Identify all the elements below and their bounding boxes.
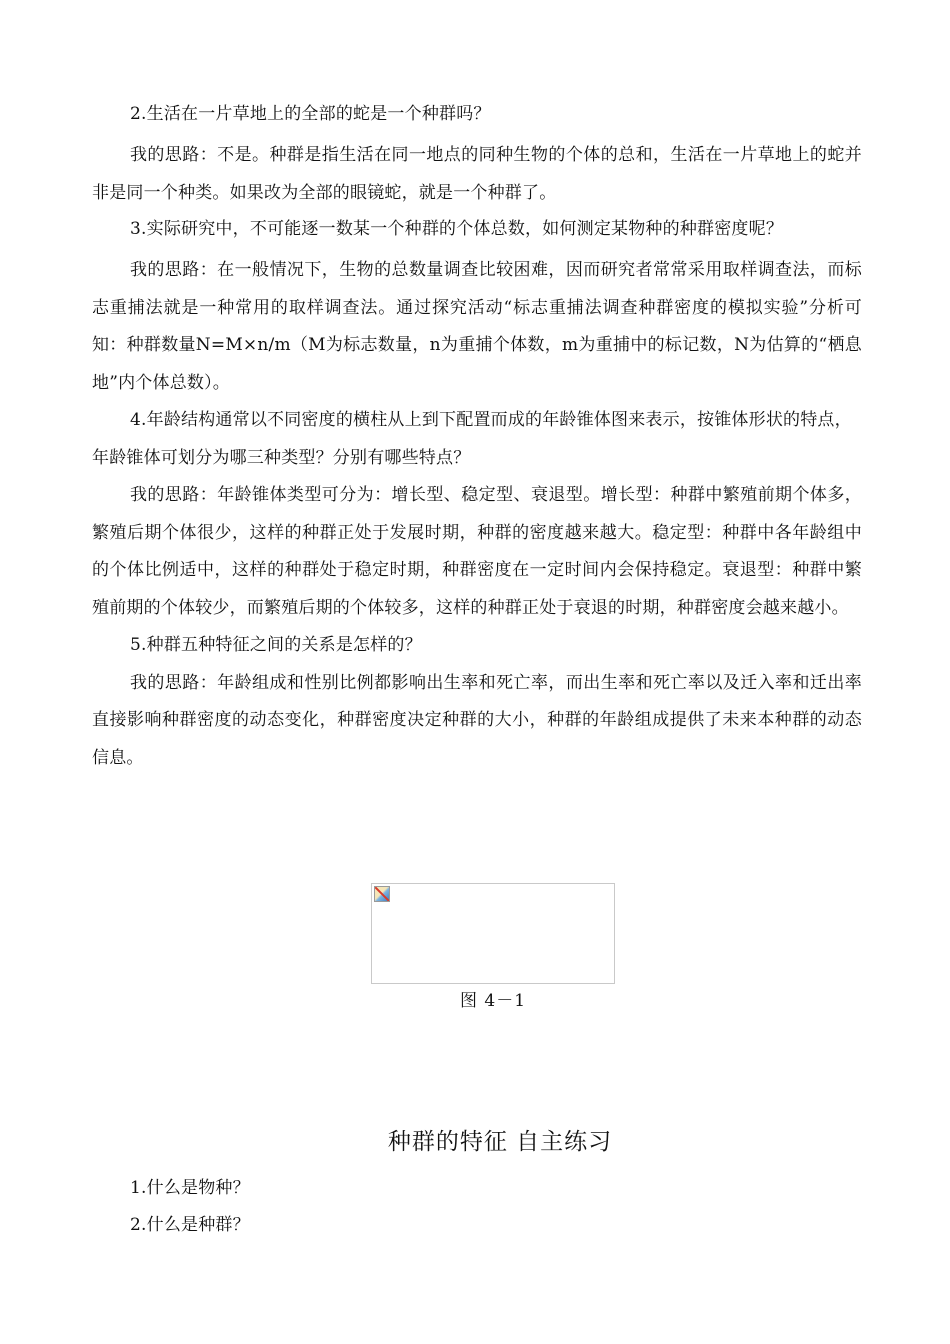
answer-2: 我的思路：不是。种群是指生活在同一地点的同种生物的个体的总和，生活在一片草地上的蛇并非是同一个种类。如果改为全部的眼镜蛇，就是一个种群了。: [92, 145, 862, 203]
answer-3: 我的思路：在一般情况下，生物的总数量调查比较困难，因而研究者常常采用取样调查法，而标志重捕法就是一种常用的取样调查法。通过探究活动“标志重捕法调查种群密度的模拟实验”分析可知：种群数量N=M×n/m（M为标志数量，n为重捕个体数，m为重捕中的标记数，N为估算的“栖息地”内个体总数）。: [92, 260, 862, 393]
question-2: 2.生活在一片草地上的全部的蛇是一个种群吗？: [130, 104, 491, 124]
section-title: 种群的特征 自主练习: [387, 1129, 613, 1155]
qa-content: [92, 99, 862, 777]
question-4: 4.年龄结构通常以不同密度的横柱从上到下配置而成的年龄锥体图来表示，按锥体形状的特点，年龄锥体可划分为哪三种类型？分别有哪些特点？: [92, 410, 852, 468]
answer-4: 我的思路：年龄锥体类型可分为：增长型、稳定型、衰退型。增长型：种群中繁殖前期个体多，繁殖后期个体很少，这样的种群正处于发展时期，种群的密度越来越大。稳定型：种群中各年龄组中的个体比例适中，这样的种群处于稳定时期，种群密度在一定时间内会保持稳定。衰退型：种群中繁殖前期的个体较少，而繁殖后期的个体较多，这样的种群正处于衰退的时期，种群密度会越来越小。: [92, 485, 862, 618]
exercise-item-2: 2.什么是种群？: [130, 1215, 250, 1235]
answer-5: 我的思路：年龄组成和性别比例都影响出生率和死亡率，而出生率和死亡率以及迁入率和迁出率直接影响种群密度的动态变化，种群密度决定种群的大小，种群的年龄组成提供了未来本种群的动态信息。: [92, 672, 862, 768]
figure-caption: 图 4－1: [459, 991, 527, 1011]
broken-image-icon: [374, 886, 390, 902]
figure-image-placeholder: [371, 883, 615, 984]
question-5: 5.种群五种特征之间的关系是怎样的？: [130, 635, 422, 655]
question-3: 3.实际研究中，不可能逐一数某一个种群的个体总数，如何测定某物种的种群密度呢？: [130, 219, 784, 239]
exercise-item-1: 1.什么是物种？: [130, 1178, 250, 1198]
